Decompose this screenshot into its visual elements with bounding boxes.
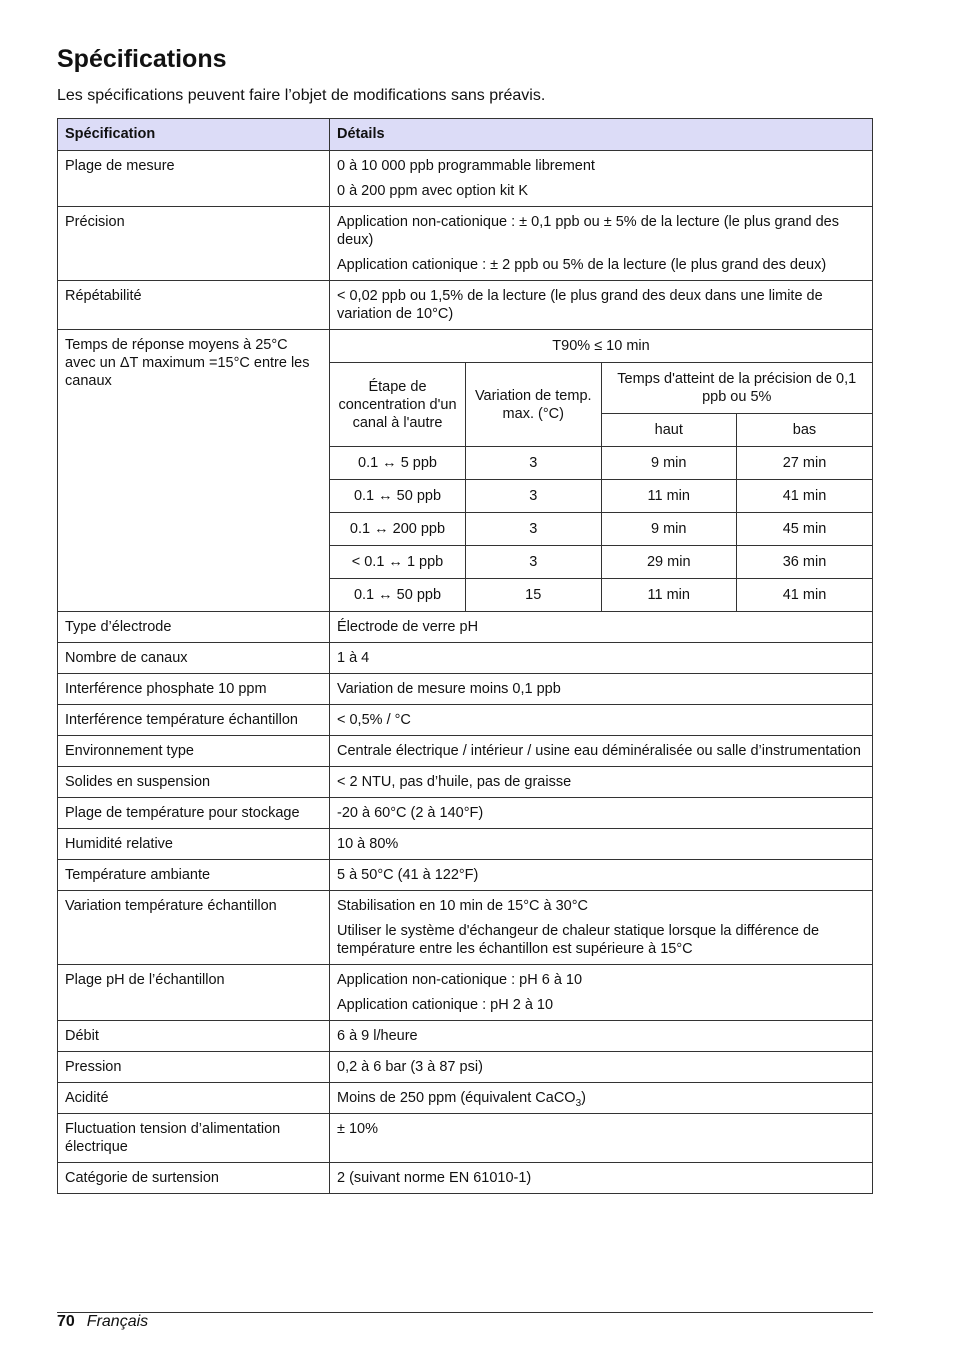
table-row bbox=[58, 643, 873, 674]
response-time-table bbox=[330, 330, 872, 611]
response-high: 29 min bbox=[601, 546, 737, 579]
spec-label: Plage pH de l’échantillon bbox=[58, 965, 330, 1021]
spec-label: Type d’électrode bbox=[58, 612, 330, 643]
response-low: 45 min bbox=[737, 513, 873, 546]
response-temp-variation: 3 bbox=[466, 447, 602, 480]
response-step: 0.1 ↔ 200 ppb bbox=[330, 513, 466, 546]
spec-label: Humidité relative bbox=[58, 829, 330, 860]
header-details: Détails bbox=[330, 119, 873, 151]
spec-label: Précision bbox=[58, 207, 330, 281]
spec-detail-line: 0 à 200 ppm avec option kit K bbox=[337, 183, 529, 199]
spec-label: Plage de température pour stockage bbox=[58, 798, 330, 829]
intro-text: Les spécifications peuvent faire l’objet de modifications sans préavis. bbox=[57, 87, 546, 104]
acidity-subscript: 3 bbox=[575, 1097, 582, 1109]
footer-language: Français bbox=[86, 1313, 149, 1330]
spec-details bbox=[330, 860, 873, 891]
spec-details bbox=[330, 829, 873, 860]
spec-detail-line: 5 à 50°C (41 à 122°F) bbox=[337, 867, 479, 883]
table-row bbox=[58, 207, 873, 281]
spec-label: Solides en suspension bbox=[58, 767, 330, 798]
response-temp-variation: 3 bbox=[466, 513, 602, 546]
footer-rule bbox=[57, 1312, 873, 1313]
table-row bbox=[58, 674, 873, 705]
spec-detail-line: 0,2 à 6 bar (3 à 87 psi) bbox=[337, 1059, 483, 1075]
spec-details bbox=[330, 1163, 873, 1194]
table-row bbox=[58, 330, 873, 612]
specifications-table bbox=[57, 118, 873, 1194]
spec-detail-line: Application cationique : pH 2 à 10 bbox=[337, 997, 554, 1013]
response-row bbox=[330, 513, 872, 546]
response-step: < 0.1 ↔ 1 ppb bbox=[330, 546, 466, 579]
table-row bbox=[58, 705, 873, 736]
response-temp-variation: 3 bbox=[466, 480, 602, 513]
response-step: 0.1 ↔ 50 ppb bbox=[330, 480, 466, 513]
table-row bbox=[58, 1052, 873, 1083]
response-temp-variation: 15 bbox=[466, 579, 602, 612]
spec-label: Interférence phosphate 10 ppm bbox=[58, 674, 330, 705]
spec-label: Nombre de canaux bbox=[58, 643, 330, 674]
spec-details bbox=[330, 705, 873, 736]
table-row bbox=[58, 965, 873, 1021]
spec-detail-line: Électrode de verre pH bbox=[337, 619, 479, 635]
spec-label: Température ambiante bbox=[58, 860, 330, 891]
spec-details bbox=[330, 798, 873, 829]
spec-detail-line: < 0,5% / °C bbox=[337, 712, 411, 728]
header-high: haut bbox=[601, 414, 737, 447]
table-row bbox=[58, 612, 873, 643]
spec-details bbox=[330, 1052, 873, 1083]
header-temp-variation: Variation de temp. max. (°C) bbox=[466, 363, 602, 447]
table-row bbox=[58, 767, 873, 798]
spec-detail-line: 6 à 9 l/heure bbox=[337, 1028, 418, 1044]
spec-detail-line: 10 à 80% bbox=[337, 836, 399, 852]
spec-details bbox=[330, 1083, 873, 1114]
header-specification: Spécification bbox=[58, 119, 330, 151]
table-row bbox=[58, 1083, 873, 1114]
spec-label: Temps de réponse moyens à 25°C avec un ΔT maximum =15°C entre les canaux bbox=[58, 330, 330, 612]
header-time-to-precision: Temps d'atteint de la précision de 0,1 ppb ou 5% bbox=[601, 363, 872, 414]
spec-details bbox=[330, 736, 873, 767]
table-row bbox=[58, 891, 873, 965]
spec-details bbox=[330, 207, 873, 281]
header-step: Étape de concentration d'un canal à l'autre bbox=[330, 363, 466, 447]
spec-detail-line: 0 à 10 000 ppb programmable librement bbox=[337, 158, 595, 174]
response-header-row bbox=[330, 363, 872, 414]
spec-details bbox=[330, 151, 873, 207]
response-step: 0.1 ↔ 5 ppb bbox=[330, 447, 466, 480]
spec-details bbox=[330, 612, 873, 643]
response-high: 11 min bbox=[601, 579, 737, 612]
table-row bbox=[58, 1163, 873, 1194]
table-row bbox=[58, 151, 873, 207]
response-high: 9 min bbox=[601, 447, 737, 480]
t90-row bbox=[330, 330, 872, 363]
response-row bbox=[330, 579, 872, 612]
spec-label: Catégorie de surtension bbox=[58, 1163, 330, 1194]
page-title: Spécifications bbox=[57, 45, 227, 73]
spec-detail-line: Centrale électrique / intérieur / usine eau déminéralisée ou salle d’instrumentation bbox=[337, 743, 861, 759]
spec-detail-line: < 0,02 ppb ou 1,5% de la lecture (le plus grand des deux dans une limite de variation de 10°C) bbox=[337, 288, 823, 322]
spec-label: Interférence température échantillon bbox=[58, 705, 330, 736]
spec-detail-line: Application non-cationique : pH 6 à 10 bbox=[337, 972, 583, 988]
response-low: 41 min bbox=[737, 480, 873, 513]
table-row bbox=[58, 281, 873, 330]
page-footer bbox=[57, 1312, 148, 1332]
response-row bbox=[330, 480, 872, 513]
spec-details bbox=[330, 674, 873, 705]
response-step: 0.1 ↔ 50 ppb bbox=[330, 579, 466, 612]
response-low: 36 min bbox=[737, 546, 873, 579]
response-row bbox=[330, 546, 872, 579]
spec-details bbox=[330, 1021, 873, 1052]
table-row bbox=[58, 1021, 873, 1052]
spec-detail-line: Application non-cationique : ± 0,1 ppb ou ± 5% de la lecture (le plus grand des deux) bbox=[337, 214, 839, 248]
response-high: 9 min bbox=[601, 513, 737, 546]
spec-details bbox=[330, 965, 873, 1021]
spec-label: Acidité bbox=[58, 1083, 330, 1114]
page-number: 70 bbox=[57, 1313, 75, 1330]
table-row bbox=[58, 860, 873, 891]
t90-value: T90% ≤ 10 min bbox=[330, 330, 872, 363]
response-low: 27 min bbox=[737, 447, 873, 480]
spec-detail-line: 2 (suivant norme EN 61010-1) bbox=[337, 1170, 532, 1186]
spec-details bbox=[330, 767, 873, 798]
spec-detail-line: Application cationique : ± 2 ppb ou 5% de la lecture (le plus grand des deux) bbox=[337, 257, 827, 273]
spec-detail-line: Variation de mesure moins 0,1 ppb bbox=[337, 681, 561, 697]
spec-label: Variation température échantillon bbox=[58, 891, 330, 965]
spec-label: Répétabilité bbox=[58, 281, 330, 330]
response-time-cell bbox=[330, 330, 873, 612]
spec-detail-line: < 2 NTU, pas d’huile, pas de graisse bbox=[337, 774, 572, 790]
acidity-text: Moins de 250 ppm (équivalent CaCO bbox=[337, 1090, 576, 1106]
spec-detail-line: ± 10% bbox=[337, 1121, 379, 1137]
spec-details bbox=[330, 1114, 873, 1163]
spec-details bbox=[330, 891, 873, 965]
spec-details bbox=[330, 281, 873, 330]
table-row bbox=[58, 736, 873, 767]
header-low: bas bbox=[737, 414, 873, 447]
spec-detail-line: Stabilisation en 10 min de 15°C à 30°C bbox=[337, 898, 588, 914]
response-row bbox=[330, 447, 872, 480]
acidity-suffix: ) bbox=[581, 1090, 586, 1106]
spec-detail-line: Utiliser le système d'échangeur de chaleur statique lorsque la différence de température entre les échantillon est supérieure à 15°C bbox=[337, 923, 820, 957]
table-row bbox=[58, 829, 873, 860]
response-low: 41 min bbox=[737, 579, 873, 612]
spec-details bbox=[330, 643, 873, 674]
table-row bbox=[58, 798, 873, 829]
response-high: 11 min bbox=[601, 480, 737, 513]
response-temp-variation: 3 bbox=[466, 546, 602, 579]
spec-label: Environnement type bbox=[58, 736, 330, 767]
spec-detail-line: -20 à 60°C (2 à 140°F) bbox=[337, 805, 484, 821]
table-header-row bbox=[58, 119, 873, 151]
spec-detail-line: 1 à 4 bbox=[337, 650, 370, 666]
spec-label: Pression bbox=[58, 1052, 330, 1083]
spec-label: Fluctuation tension d’alimentation électrique bbox=[58, 1114, 330, 1163]
table-row bbox=[58, 1114, 873, 1163]
spec-label: Débit bbox=[58, 1021, 330, 1052]
spec-label: Plage de mesure bbox=[58, 151, 330, 207]
